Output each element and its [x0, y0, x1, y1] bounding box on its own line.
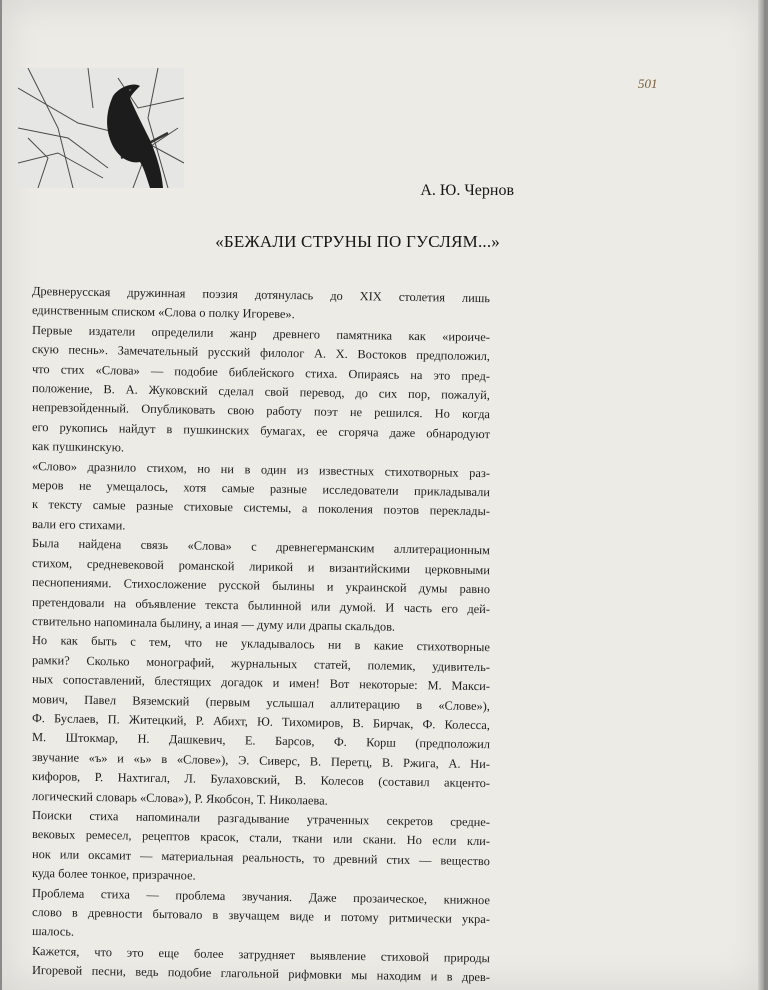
crow-illustration: [18, 68, 184, 188]
body-line: меров не умещалось, хотя самые разные исследователи прикладывали: [31, 478, 491, 500]
body-line: куда более тонкое, призрачное.: [31, 866, 196, 883]
body-line: нок или оксамит — материальная реальность, то древний стих — вещество: [31, 846, 491, 868]
body-line: Проблема стиха — проблема звучания. Даже прозаическое, книжное: [31, 885, 491, 907]
body-line: ных сопоставлений, блестящих догадок и имен! Вот некоторые: М. Макси-: [31, 672, 491, 694]
body-line: Поиски стиха напоминали разгадывание утраченных секретов средне-: [31, 807, 491, 830]
body-line: к тексту самые разные стиховые системы, а поколения поэтов переклады-: [31, 497, 491, 519]
body-line: Но как быть с тем, что не укладывалось ни в какие стихотворные: [31, 633, 491, 655]
body-line: его рукопись найдут в пушкинских бумагах, ее сгоряча даже обнародуют: [31, 419, 491, 442]
body-line: звучание «ъ» и «ь» в «Слове»), Э. Сиверс, В. Перетц, В. Ржига, А. Ни-: [31, 749, 491, 771]
body-line: Кажется, что это еще более затрудняет выявление стиховой природы: [31, 943, 491, 966]
page-number: 501: [638, 76, 658, 91]
body-line: Первые издатели определили жанр древнего памятника как «ироиче-: [31, 322, 491, 345]
body-line: шалось.: [31, 924, 75, 940]
body-line: рамки? Сколько монографий, журнальных статей, полемик, удивитель-: [31, 652, 491, 674]
body-line: песнопениями. Стихосложение русской былины и украинской думы равно: [31, 575, 491, 597]
body-line: логический словарь «Слова»), Р. Якобсон, Т. Николаева.: [31, 788, 328, 808]
body-line: что стих «Слова» — подобие библейского стиха. Опираясь на это пред-: [31, 361, 491, 383]
body-line: вали его стихами.: [31, 516, 126, 533]
body-line: Древнерусская дружинная поэзия дотянулась до XIX столетия лишь: [31, 284, 491, 306]
body-line: М. Штокмар, Н. Дашкевич, Е. Барсов, Ф. Корш (предположил: [31, 730, 491, 752]
body-line: непревзойденный. Опубликовать свою работу поэт не решился. Но когда: [31, 400, 491, 422]
body-line: Была найдена связь «Слова» с древнегерманским аллитерационным: [31, 536, 491, 558]
article-author: А. Ю. Чернов: [420, 182, 514, 199]
body-line: как пушкинскую.: [31, 439, 125, 455]
book-page: [2, 0, 764, 990]
body-line: ствительно напоминала былину, а иная — думу или драпы скальдов.: [31, 613, 396, 634]
body-line: скую песнь». Замечательный русский филолог А. Х. Востоков предположил,: [31, 342, 491, 364]
page-edge-shadow: [758, 0, 764, 990]
body-line: Игоревой песни, ведь подобие глагольной рифмовки мы находим и в древ-: [31, 963, 491, 985]
body-line: Ф. Буслаев, П. Житецкий, Р. Абихт, Ю. Тихомиров, В. Бирчак, Ф. Колесса,: [31, 710, 491, 733]
body-line: претендовали на объявление текста былинной или думой. И часть его дей-: [31, 594, 491, 616]
body-line: «Слово» дразнило стихом, но ни в один из известных стихотворных раз-: [31, 458, 491, 480]
body-line: единственным списком «Слова о полку Игореве».: [31, 303, 295, 322]
body-line: слово в древности бытовало в звучащем виде и потому ритмически укра-: [31, 905, 491, 927]
body-line: кифоров, Р. Нахтигал, Л. Булаховский, В. Колесов (составил акценто-: [31, 769, 491, 791]
body-line: положение, В. А. Жуковский сделал свой перевод, до сих пор, пожалуй,: [31, 381, 491, 403]
article-title: «БЕЖАЛИ СТРУНЫ ПО ГУСЛЯМ...»: [215, 232, 500, 251]
body-line: мович, Павел Вяземский (первым услышал аллитерацию в «Слове»),: [31, 691, 491, 713]
body-line: вековых ремесел, рецептов красок, стали, ткани или скани. Но если кли-: [31, 827, 491, 849]
body-line: стихом, средневековой романской лирикой и византийскими церковными: [31, 555, 491, 577]
crow-on-branch-icon: [18, 68, 184, 188]
crow-silhouette: [107, 84, 163, 188]
article-body: [31, 282, 491, 985]
